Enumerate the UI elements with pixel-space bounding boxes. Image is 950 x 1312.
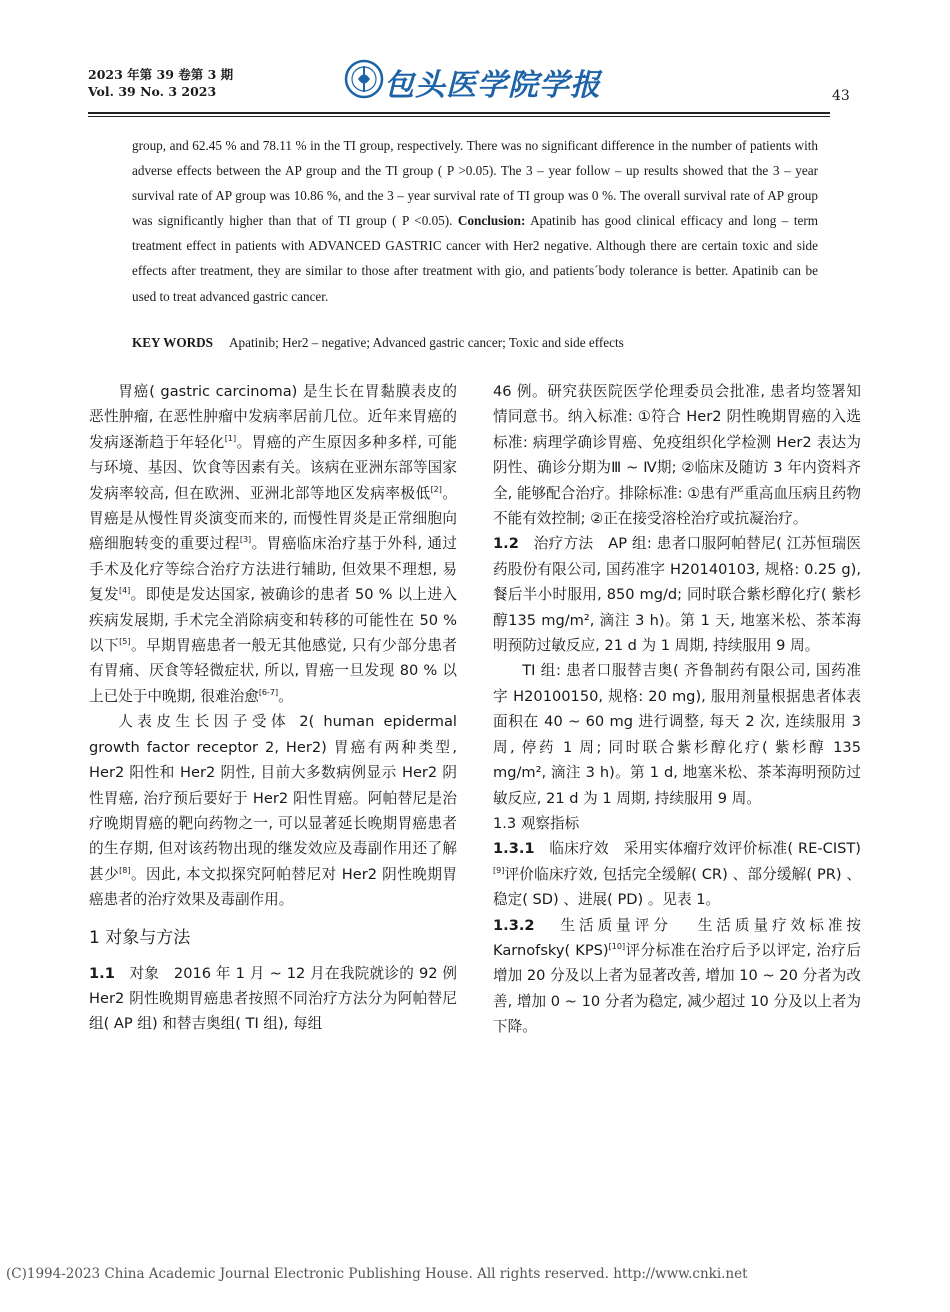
right-column [493,379,861,1040]
subsection-1-3-1: 1.3.1 临床疗效 采用实体瘤疗效评价标准( RE-CIST)[9]评价临床疗效, 包括完全缓解( CR) 、部分缓解( PR) 、稳定( SD) 、进展( PD) 。见表 1。 [493,840,862,909]
ref-citation: [5] [119,637,131,647]
subsection-1-3: 1.3 观察指标 [493,814,580,832]
conclusion-label: Conclusion: [457,213,526,229]
journal-title: 包头医学院学报 [384,68,601,103]
header-rule [88,112,830,114]
page-number: 43 [832,88,850,104]
abstract-text [132,133,818,309]
subsection-1-3-2: 1.3.2 生活质量评分 生活质量疗效标准按 Karnofsky( KPS)[10]评分标准在治疗后予以评定, 治疗后增加 20 分及以上者为显著改善, 增加 10 ~ 20 分者为改善, 增加 0 ~ 10 分者为稳定, 减少超过 10 分及以上者为下降。 [493,916,861,1036]
ref-citation: [3] [239,535,252,545]
subsection-1-1: 1.1 对象 2016 年 1 月 ~ 12 月在我院就诊的 92 例Her2 阴性晚期胃癌患者按照不同治疗方法分为阿帕替尼组( AP 组) 和替吉奥组( TI 组), 每组 [89,964,457,1033]
ti-group-paragraph: TI 组: 患者口服替吉奥( 齐鲁制药有限公司, 国药准字 H20100150, 规格: 20 mg), 服用剂量根据患者体表面积在 40 ~ 60 mg 进行调整, 每天 2 次, 连续服用 3 周, 停药 1 周; 同时联合紫杉醇化疗( 紫杉醇 135 mg/m², 滴注 3 h)。第 1 d, 地塞米松、茶苯海明预防过敏反应, 21 d 为 1 周期, 持续服用 9 周。 [493,662,861,807]
intro-paragraph-2: 人表皮生长因子受体 2( human epidermal growth factor receptor 2, Her2) 胃癌有两种类型, Her2 阳性和 Her2 阴性, 目前大多数病例显示 Her2 阴性胃癌, 治疗预后要好于 Her2 阳性胃癌。阿帕替尼是治疗晚期胃癌的靶向药物之一, 可以显著延长晚期胃癌患者的生存期, 但对该药物出现的继发效应及毒副作用还了解甚少[8]。因此, 本文拟探究阿帕替尼对 Her2 阴性晚期胃癌患者的治疗效果及毒副作用。 [89,713,457,909]
issue-line-cn: 2023 年第 39 卷第 3 期 [88,67,234,82]
abstract-conclusion: Apatinib has good clinical efficacy and long – term treatment effect in patients with ADVANCED GASTRIC cancer with Her2 negative. Although there are certain toxic and side effects after treatment, they are similar to those after treatment with gio, and patients´body tolerance is better. Apatinib can be used to treat advanced gastric cancer. [132,213,818,304]
keywords-list: Apatinib; Her2 – negative; Advanced gastric cancer; Toxic and side effects [228,335,624,350]
journal-emblem-icon [344,58,384,100]
keywords [132,332,818,354]
ref-citation: [9] [493,865,505,875]
ref-citation: [4] [118,586,131,596]
keywords-label: KEY WORDS [132,335,213,350]
issue-info [88,66,233,100]
methods-paragraph-1: 46 例。研究获医院医学伦理委员会批准, 患者均签署知情同意书。纳入标准: ①符合 Her2 阴性晚期胃癌的入选标准: 病理学确诊胃癌、免疫组织化学检测 Her2 表达为阴性、确诊分期为Ⅲ ~ Ⅳ期; ②临床及随访 3 年内资料齐全, 能够配合治疗。排除标准: ①患有严重高血压病且药物不能有效控制; ②正在接受溶栓治疗或抗凝治疗。 [493,383,861,528]
left-column [89,379,457,1037]
journal-logo [344,58,601,103]
ref-citation: [6-7] [258,688,279,698]
ref-citation: [8] [119,865,131,875]
abstract-results: group, and 62.45 % and 78.11 % in the TI group, respectively. There was no significant difference in the number of patients with adverse effects between the AP group and the TI group ( P >0.05). The 3 – year follow – up results showed that the 3 – year survival rate of AP group was 10.86 %, and the 3 – year survival rate of TI group was 0 %. The overall survival rate of AP group was significantly higher than that of TI group ( P <0.05). [132,138,818,229]
issue-line-en: Vol. 39 No. 3 2023 [88,84,217,99]
subsection-1-2: 1.2 治疗方法 AP 组: 患者口服阿帕替尼( 江苏恒瑞医药股份有限公司, 国药准字 H20140103, 规格: 0.25 g), 餐后半小时服用, 850 mg/d; 同时联合紫杉醇化疗( 紫杉醇135 mg/m², 滴注 3 h)。第 1 天, 地塞米松、茶苯海明预防过敏反应, 21 d 为 1 周期, 持续服用 9 周。 [493,535,861,655]
section-heading-1: 1 对象与方法 [89,927,191,948]
ref-citation: [10] [608,942,626,952]
ref-citation: [1] [224,433,237,443]
ref-citation: [2] [430,484,442,494]
copyright-footer: (C)1994-2023 China Academic Journal Electronic Publishing House. All rights reserved. http://www.cnki.net [6,1266,748,1282]
header-rule-thin [88,116,830,117]
intro-paragraph-1: 胃癌( gastric carcinoma) 是生长在胃黏膜表皮的恶性肿瘤, 在恶性肿瘤中发病率居前几位。近年来胃癌的发病逐渐趋于年轻化[1]。胃癌的产生原因多种多样, 可能与环境、基因、饮食等因素有关。该病在亚洲东部等国家发病率较高, 但在欧洲、亚洲北部等地区发病率极低[2]。胃癌是从慢性胃炎演变而来的, 而慢性胃炎是正常细胞向癌细胞转变的重要过程[3]。胃癌临床治疗基于外科, 通过手术及化疗等综合治疗方法进行辅助, 但效果不理想, 易复发[4]。即使是发达国家, 被确诊的患者 50 % 以上进入疾病发展期, 手术完全消除病变和转移的可能性在 50 % 以下[5]。早期胃癌患者一般无其他感觉, 只有少部分患者有胃痛、厌食等轻微症状, 所以, 胃癌一旦发现 80 % 以上已处于中晚期, 很难治愈[6-7]。 [89,383,457,705]
